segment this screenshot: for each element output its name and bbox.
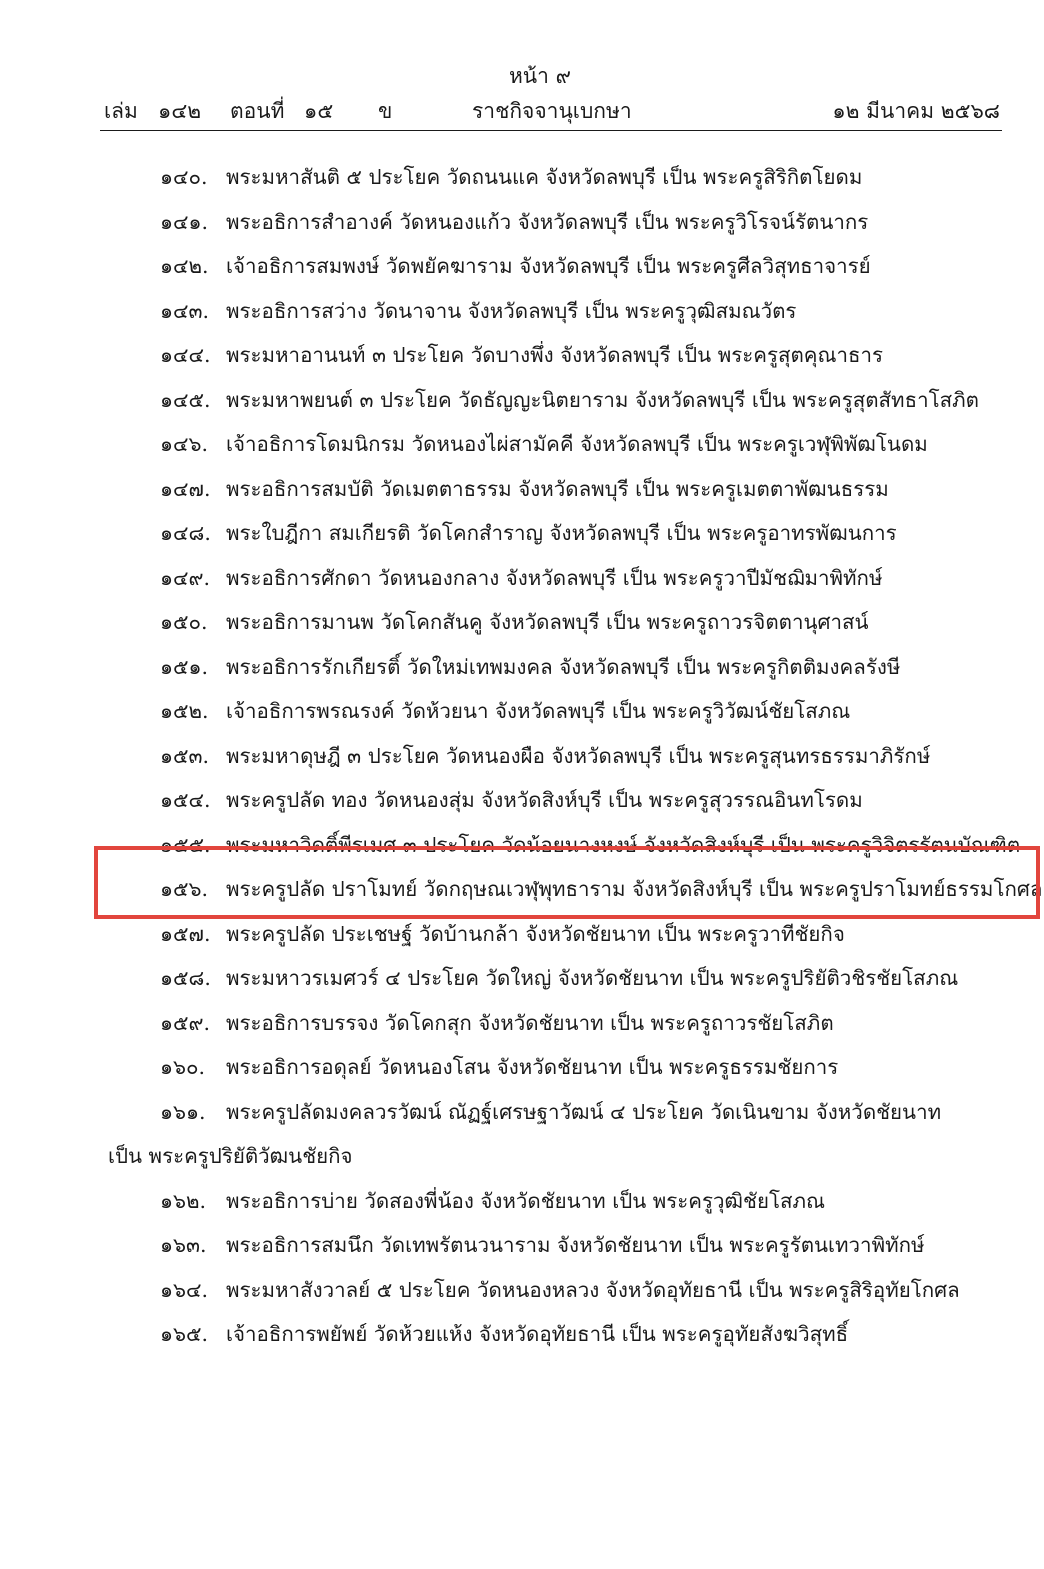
list-item: [0, 1268, 1044, 1313]
entry-number: ๑๖๐.: [160, 1055, 206, 1079]
list-item: [0, 600, 1044, 645]
list-item: [0, 734, 1044, 779]
volume-number: ๑๔๒: [158, 99, 202, 123]
list-item: [0, 333, 1044, 378]
appointment-list: [0, 155, 1044, 1357]
entry-number: ๑๔๘.: [160, 521, 211, 545]
volume-label: เล่ม: [104, 99, 138, 123]
list-item: [0, 378, 1044, 423]
entry-text: เจ้าอธิการพรณรงค์ วัดห้วยนา จังหวัดลพบุรี เป็น พระครูวิวัฒน์ชัยโสภณ: [226, 699, 851, 723]
entry-number: ๑๕๘.: [160, 966, 211, 990]
entry-text: พระครูปลัด ทอง วัดหนองสุ่ม จังหวัดสิงห์บุรี เป็น พระครูสุวรรณอินทโรดม: [226, 788, 863, 812]
entry-number: ๑๖๕.: [160, 1322, 209, 1346]
list-item: [0, 1045, 1044, 1090]
list-item: [0, 956, 1044, 1001]
highlight-box: [94, 846, 1043, 919]
list-item: [0, 1312, 1044, 1357]
list-item: [0, 1179, 1044, 1224]
entry-text: พระมหาวรเมศวร์ ๔ ประโยค วัดใหญ่ จังหวัดชัยนาท เป็น พระครูปริยัติวชิรชัยโสภณ: [226, 966, 959, 990]
list-item: [0, 511, 1044, 556]
gazette-name: ราชกิจจานุเบกษา: [472, 99, 632, 123]
entry-text: พระอธิการศักดา วัดหนองกลาง จังหวัดลพบุรี เป็น พระครูวาปีมัชฌิมาพิทักษ์: [226, 565, 883, 590]
list-item: [0, 422, 1044, 467]
entry-continuation: เป็น พระครูปริยัติวัฒนชัยกิจ: [108, 1144, 353, 1168]
entry-number: ๑๖๒.: [160, 1188, 207, 1213]
entry-text: พระอธิการสว่าง วัดนาจาน จังหวัดลพบุรี เป็น พระครูวุฒิสมณวัตร: [226, 298, 797, 323]
entry-number: ๑๕๕.: [160, 832, 211, 857]
entry-number: ๑๖๑.: [160, 1099, 206, 1124]
entry-text: พระอธิการบ่าย วัดสองพี่น้อง จังหวัดชัยนาท เป็น พระครูวุฒิชัยโสภณ: [226, 1188, 826, 1213]
entry-number: ๑๔๙.: [160, 565, 211, 590]
entry-text: พระมหาสันติ ๕ ประโยค วัดถนนแค จังหวัดลพบุรี เป็น พระครูสิริกิตโยดม: [226, 165, 863, 189]
entry-text: พระมหาวิดติ์พีรเมศ ๓ ประโยค วัดน้อยนางหงษ์ จังหวัดสิงห์บุรี เป็น พระครูวิจิตรรัตนบัณฑิต: [226, 832, 1021, 857]
header-divider: [100, 130, 1002, 131]
entry-number: ๑๔๐.: [160, 165, 208, 189]
list-item: [0, 556, 1044, 601]
entry-text: พระมหาสังวาลย์ ๕ ประโยค วัดหนองหลวง จังหวัดอุทัยธานี เป็น พระครูสิริอุทัยโกศล: [226, 1277, 960, 1302]
entry-number: ๑๔๓.: [160, 298, 210, 323]
entry-number: ๑๔๖.: [160, 432, 209, 456]
entry-text: เจ้าอธิการโดมนิกรม วัดหนองไผ่สามัคคี จังหวัดลพบุรี เป็น พระครูเวฬุพิพัฒโนดม: [226, 432, 928, 456]
entry-text: พระครูปลัด ประเชษฐ์ วัดบ้านกล้า จังหวัดชัยนาท เป็น พระครูวาทีชัยกิจ: [226, 921, 845, 946]
issue-label: ตอนที่: [230, 99, 285, 123]
entry-text: พระมหาพยนต์ ๓ ประโยค วัดธัญญะนิตยาราม จังหวัดลพบุรี เป็น พระครูสุตสัทธาโสภิต: [226, 387, 979, 412]
entry-number: ๑๔๕.: [160, 387, 211, 412]
entry-text: เจ้าอธิการสมพงษ์ วัดพยัคฆาราม จังหวัดลพบุรี เป็น พระครูศีลวิสุทธาจารย์: [226, 254, 871, 278]
entry-text: พระใบฎีกา สมเกียรติ วัดโคกสำราญ จังหวัดลพบุรี เป็น พระครูอาทรพัฒนการ: [226, 521, 897, 545]
entry-number: ๑๕๒.: [160, 699, 209, 723]
entry-text: พระมหาอานนท์ ๓ ประโยค วัดบางพึ่ง จังหวัดลพบุรี เป็น พระครูสุตคุณาธาร: [226, 343, 884, 367]
entry-text: เจ้าอธิการพยัพย์ วัดห้วยแห้ง จังหวัดอุทัยธานี เป็น พระครูอุทัยสังฆวิสุทธิ์: [226, 1322, 849, 1346]
entry-text: พระครูปลัดมงคลวรวัฒน์ ณัฏฐ์เศรษฐาวัฒน์ ๔ ประโยค วัดเนินขาม จังหวัดชัยนาท: [226, 1099, 942, 1124]
list-item: [0, 689, 1044, 734]
entry-number: ๑๕๐.: [160, 610, 208, 634]
list-item: [0, 155, 1044, 200]
entry-number: ๑๕๖.: [160, 877, 209, 901]
entry-number: ๑๕๗.: [160, 921, 211, 946]
list-item: [0, 467, 1044, 512]
entry-text: พระอธิการรักเกียรติ์ วัดใหม่เทพมงคล จังหวัดลพบุรี เป็น พระครูกิตติมงคลรังษี: [226, 654, 901, 679]
entry-number: ๑๕๑.: [160, 654, 209, 679]
list-item: [0, 244, 1044, 289]
list-item: [0, 1001, 1044, 1046]
entry-number: ๑๔๔.: [160, 343, 211, 367]
list-item: [0, 1090, 1044, 1179]
entry-number: ๑๖๔.: [160, 1277, 209, 1302]
entry-number: ๑๕๙.: [160, 1010, 211, 1035]
entry-text: พระอธิการบรรจง วัดโคกสุก จังหวัดชัยนาท เป็น พระครูถาวรชัยโสภิต: [226, 1010, 834, 1035]
entry-number: ๑๔๑.: [160, 209, 209, 234]
entry-text: พระอธิการสมนึก วัดเทพรัตนวนาราม จังหวัดชัยนาท เป็น พระครูรัตนเทวาพิทักษ์: [226, 1233, 925, 1257]
entry-number: ๑๕๓.: [160, 743, 210, 768]
entry-number: ๑๖๓.: [160, 1233, 207, 1257]
entry-number: ๑๔๒.: [160, 254, 209, 278]
page-number: หน้า ๙: [508, 64, 572, 88]
entry-text: พระครูปลัด ปราโมทย์ วัดกฤษณเวฬุพุทธาราม จังหวัดสิงห์บุรี เป็น พระครูปราโมทย์ธรรมโกศล: [226, 877, 1043, 901]
section-letter: ข: [378, 99, 393, 123]
entry-text: พระอธิการอดุลย์ วัดหนองโสน จังหวัดชัยนาท เป็น พระครูธรรมชัยการ: [226, 1055, 839, 1079]
entry-text: พระมหาดุษฎี ๓ ประโยค วัดหนองผือ จังหวัดลพบุรี เป็น พระครูสุนทรธรรมาภิรักษ์: [226, 743, 931, 768]
publication-date: ๑๒ มีนาคม ๒๕๖๘: [832, 99, 1000, 123]
list-item: [0, 1223, 1044, 1268]
entry-text: พระอธิการมานพ วัดโคกสันคู จังหวัดลพบุรี เป็น พระครูถาวรจิตตานุศาสน์: [226, 610, 869, 634]
list-item: [0, 200, 1044, 245]
list-item: [0, 289, 1044, 334]
entry-number: ๑๔๗.: [160, 476, 211, 501]
entry-text: พระอธิการสำอางค์ วัดหนองแก้ว จังหวัดลพบุรี เป็น พระครูวิโรจน์รัตนากร: [226, 209, 869, 234]
list-item: [0, 778, 1044, 823]
entry-text: พระอธิการสมบัติ วัดเมตตาธรรม จังหวัดลพบุรี เป็น พระครูเมตตาพัฒนธรรม: [226, 476, 889, 501]
issue-number: ๑๕: [304, 99, 334, 123]
gazette-header: [104, 95, 1000, 125]
list-item: [0, 645, 1044, 690]
entry-number: ๑๕๔.: [160, 788, 211, 812]
